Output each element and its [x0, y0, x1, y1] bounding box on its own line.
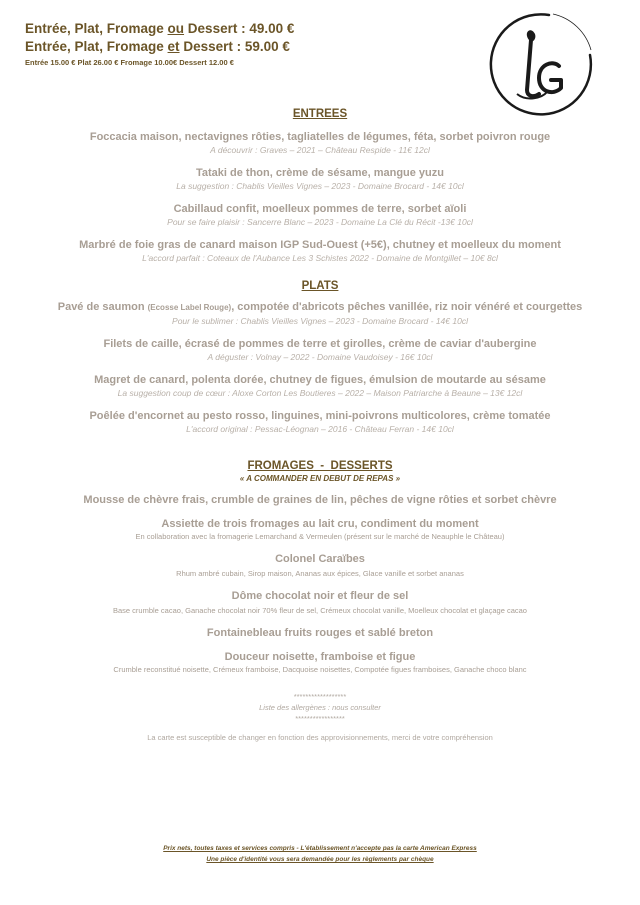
footer-prices-note: Prix nets, toutes taxes et services compris - L'établissement n'accepte pas la carte American Express — [163, 845, 477, 852]
dish-dessert-4 — [0, 626, 640, 640]
menu-formula-59 — [25, 38, 294, 56]
dish-name — [0, 300, 640, 315]
footer-id-note: Une pièce d'identité vous sera demandée pour les règlements par chèque — [206, 856, 434, 863]
dish-description: Rhum ambré cubain, Sirop maison, Ananas aux épices, Glace vanille et sorbet ananas — [176, 569, 464, 578]
dish-name: Mousse de chèvre frais, crumble de graines de lin, pêches de vigne rôties et sorbet chèvre — [83, 494, 557, 506]
wine-pairing: L'accord original : Pessac-Léognan – 2016 - Château Ferran - 14€ 10cl — [186, 424, 454, 434]
dish-dessert-2 — [0, 552, 640, 579]
dish-name: Filets de caille, écrasé de pommes de terre et girolles, crème de caviar d'aubergine — [103, 338, 537, 350]
restaurant-logo — [487, 10, 597, 120]
dish-dessert-0 — [0, 493, 640, 507]
logo-icon — [487, 10, 597, 120]
menu1-text-b: Dessert : 49.00 € — [184, 21, 295, 36]
dish-entree-3 — [0, 238, 640, 264]
section-title-entrees: ENTREES — [292, 108, 348, 120]
dish-entree-1 — [0, 166, 640, 192]
dish-name-part: Pavé de saumon — [57, 301, 148, 313]
separator-stars: ****************** — [293, 692, 347, 701]
dish-entree-2 — [0, 202, 640, 228]
menu-formula-49 — [25, 20, 294, 38]
wine-pairing: L'accord parfait : Coteaux de l'Aubance Les 3 Schistes 2022 - Domaine de Montgillet – 10€ 8cl — [142, 253, 498, 263]
dish-dessert-5 — [0, 650, 640, 675]
dish-plat-2 — [0, 373, 640, 399]
dish-name: Marbré de foie gras de canard maison IGP Sud-Ouest (+5€), chutney et moelleux du moment — [79, 239, 561, 251]
dish-name: Colonel Caraïbes — [275, 553, 365, 565]
dish-description: Base crumble cacao, Ganache chocolat noir 70% fleur de sel, Crémeux chocolat vanille, Moelleux chocolat et glaçage cacao — [113, 606, 527, 615]
menu2-underlined: et — [167, 39, 180, 54]
dish-plat-3 — [0, 409, 640, 435]
wine-pairing: Pour le sublimer : Chablis Vieilles Vignes – 2023 - Domaine Brocard - 14€ 10cl — [172, 316, 468, 326]
allergens-note: Liste des allergènes : nous consulter — [259, 703, 381, 712]
dish-name: Poêlée d'encornet au pesto rosso, linguines, mini-poivrons multicolores, crème tomatée — [89, 410, 551, 422]
wine-pairing: A déguster : Volnay – 2022 - Domaine Vaudoisey - 16€ 10cl — [207, 352, 433, 362]
menu-content — [0, 106, 640, 743]
wine-pairing: La suggestion : Chablis Vieilles Vignes – 2023 - Domaine Brocard - 14€ 10cl — [176, 181, 464, 191]
dish-name: Foccacia maison, nectavignes rôties, tagliatelles de légumes, féta, sorbet poivron rouge — [89, 131, 551, 143]
order-notice: « A COMMANDER EN DEBUT DE REPAS » — [239, 474, 401, 483]
wine-pairing: A découvrir : Graves – 2021 – Château Respide - 11€ 12cl — [210, 145, 430, 155]
dish-name-part: , compotée d'abricots pêches vanillée, riz noir vénéré et courgettes — [231, 301, 583, 313]
wine-pairing: Pour se faire plaisir : Sancerre Blanc – 2023 - Domaine La Clé du Récit -13€ 10cl — [167, 217, 473, 227]
fromages-title: FROMAGES — [247, 460, 314, 472]
dish-name: Cabillaud confit, moelleux pommes de terre, sorbet aïoli — [173, 203, 467, 215]
menu1-text-a: Entrée, Plat, Fromage — [25, 21, 168, 36]
dish-plat-1 — [0, 337, 640, 363]
separator-stars: ***************** — [295, 714, 345, 723]
dish-description: En collaboration avec la fromagerie Lemarchand & Vermeulen (présent sur le marché de Neauphle le Château) — [135, 532, 505, 541]
section-title-fromages-desserts — [0, 459, 640, 473]
dish-plat-0 — [0, 300, 640, 327]
title-separator: - — [313, 460, 331, 472]
dish-description: Crumble reconstitué noisette, Crémeux framboise, Dacquoise noisettes, Compotée figues framboises, Ganache choco blanc — [113, 665, 527, 674]
dish-dessert-1 — [0, 517, 640, 542]
menu-header — [25, 20, 294, 68]
dish-name: Douceur noisette, framboise et figue — [224, 651, 416, 663]
menu2-text-a: Entrée, Plat, Fromage — [25, 39, 168, 54]
wine-pairing: La suggestion coup de cœur : Aloxe Corton Les Boutieres – 2022 – Maison Patriarche à Beaune – 13€ 12cl — [117, 388, 523, 398]
dish-name: Tataki de thon, crème de sésame, mangue yuzu — [196, 167, 444, 179]
section-title-plats: PLATS — [301, 280, 339, 292]
dish-entree-0 — [0, 130, 640, 156]
dish-name: Magret de canard, polenta dorée, chutney de figues, émulsion de moutarde au sésame — [94, 374, 546, 386]
page-footer — [0, 843, 640, 865]
menu2-text-b: Dessert : 59.00 € — [179, 39, 290, 54]
desserts-title: DESSERTS — [330, 460, 393, 472]
menu1-underlined: ou — [167, 21, 185, 36]
dish-label-note: (Ecosse Label Rouge) — [147, 303, 232, 312]
menu-change-note: La carte est susceptible de changer en fonction des approvisionnements, merci de votre compréhension — [147, 733, 493, 742]
dish-name: Assiette de trois fromages au lait cru, condiment du moment — [161, 518, 479, 530]
a-la-carte-prices: Entrée 15.00 € Plat 26.00 € Fromage 10.00€ Dessert 12.00 € — [25, 58, 234, 67]
dish-dessert-3 — [0, 589, 640, 616]
dish-name: Fontainebleau fruits rouges et sablé breton — [206, 627, 434, 639]
dish-name: Dôme chocolat noir et fleur de sel — [231, 590, 409, 602]
